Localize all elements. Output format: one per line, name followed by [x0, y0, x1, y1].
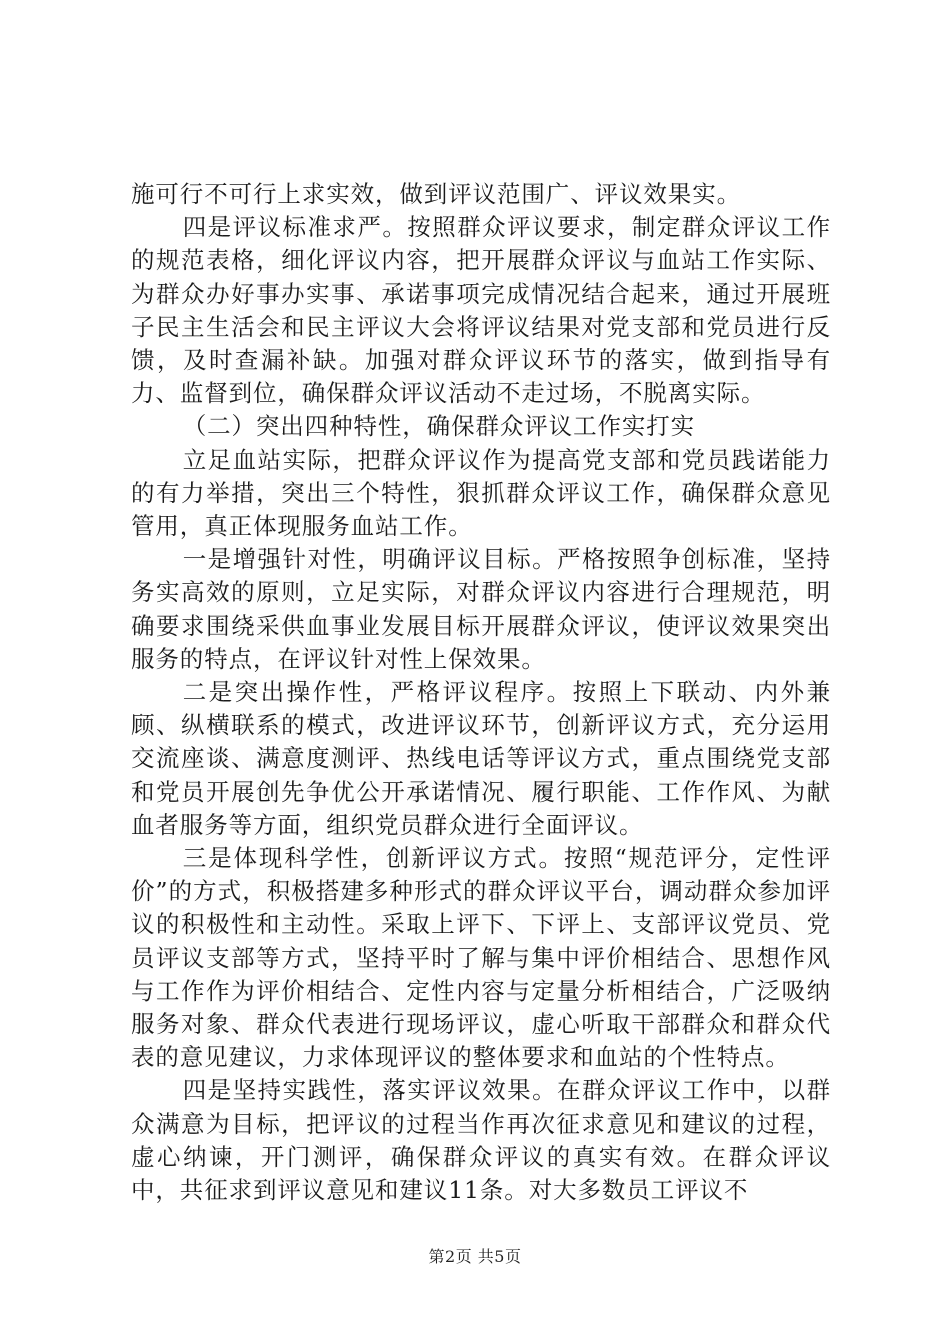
paragraph-point-one: 一是增强针对性，明确评议目标。严格按照争创标准，坚持务实高效的原则，立足实际，对群众评议内容进行合理规范，明确要求围绕采供血事业发展目标开展群众评议，使评议效果突出服务的特点，在评议针对性上保效果。 [131, 545, 831, 673]
section-heading-two: （二）突出四种特性，确保群众评议工作实打实 [182, 412, 696, 441]
document-body [131, 178, 831, 1207]
page-footer: 第2页 共5页 [428, 1247, 522, 1266]
paragraph-intro: 立足血站实际，把群众评议作为提高党支部和党员践诺能力的有力举措，突出三个特性，狠抓群众评议工作，确保群众意见管用，真正体现服务血站工作。 [131, 445, 831, 541]
paragraph-point-four-standards: 四是评议标准求严。按照群众评议要求，制定群众评议工作的规范表格，细化评议内容，把开展群众评议与血站工作实际、为群众办好事办实事、承诺事项完成情况结合起来，通过开展班子民主生活会和民主评议大会将评议结果对党支部和党员进行反馈，及时查漏补缺。加强对群众评议环节的落实，做到指导有力、监督到位，确保群众评议活动不走过场，不脱离实际。 [131, 213, 831, 408]
paragraph-point-three: 三是体现科学性，创新评议方式。按照“规范评分，定性评价”的方式，积极搭建多种形式的群众评议平台，调动群众参加评议的积极性和主动性。采取上评下、下评上、支部评议党员、党员评议支部等方式，坚持平时了解与集中评价相结合、思想作风与工作作为评价相结合、定性内容与定量分析相结合，广泛吸纳服务对象、群众代表进行现场评议，虚心听取干部群众和群众代表的意见建议，力求体现评议的整体要求和血站的个性特点。 [131, 844, 831, 1072]
paragraph-point-two: 二是突出操作性，严格评议程序。按照上下联动、内外兼顾、纵横联系的模式，改进评议环节，创新评议方式，充分运用交流座谈、满意度测评、热线电话等评议方式，重点围绕党支部和党员开展创先争优公开承诺情况、履行职能、工作作风、为献血者服务等方面，组织党员群众进行全面评议。 [131, 678, 831, 839]
paragraph-continuation: 施可行不可行上求实效，做到评议范围广、评议效果实。 [131, 180, 741, 208]
paragraph-point-four-practice: 四是坚持实践性，落实评议效果。在群众评议工作中，以群众满意为目标，把评议的过程当作再次征求意见和建议的过程，虚心纳谏，开门测评，确保群众评议的真实有效。在群众评议中，共征求到评议意见和建议11条。对大多数员工评议不 [131, 1076, 831, 1205]
